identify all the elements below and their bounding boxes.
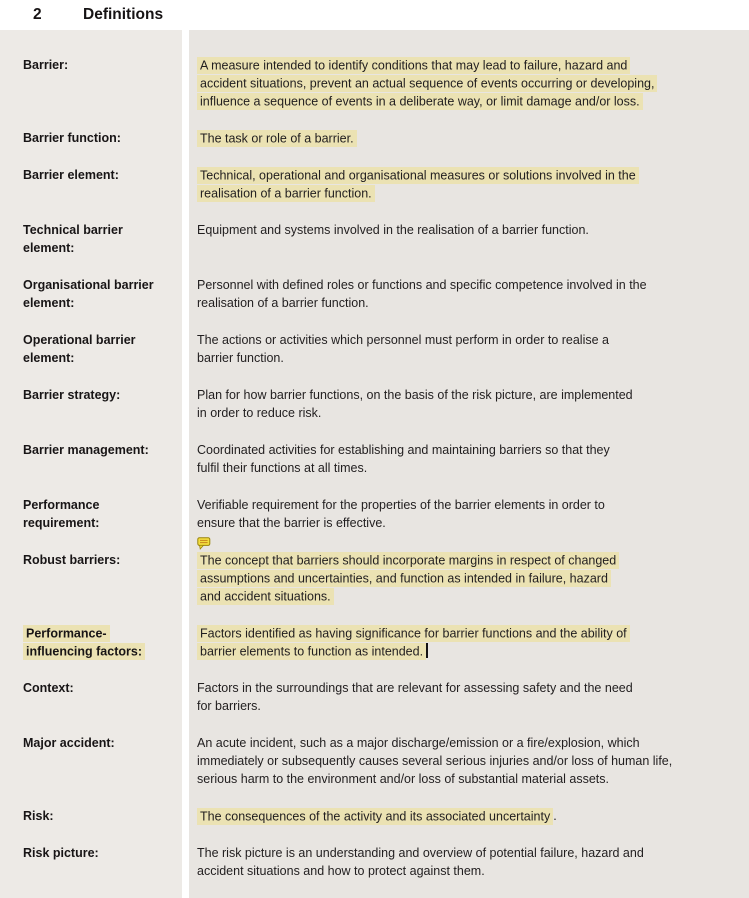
column-gap: [182, 331, 189, 386]
term-cell: [0, 844, 182, 898]
column-gap: [182, 844, 189, 898]
column-gap: [182, 441, 189, 496]
definition-cell: [189, 129, 749, 166]
column-gap: [182, 624, 189, 679]
term-label: Barrier:: [23, 58, 69, 72]
definition-row: [0, 734, 749, 807]
definition-row: [0, 441, 749, 496]
term-label: Context:: [23, 681, 74, 695]
definition-row: [0, 276, 749, 331]
term-label: Risk picture:: [23, 846, 99, 860]
definition-panel-band: [189, 30, 749, 56]
term-label: Performance- influencing factors:: [23, 625, 145, 660]
term-label: Operational barrier element:: [23, 333, 136, 365]
column-gap: [182, 496, 189, 551]
term-column-band: [0, 30, 182, 56]
definition-cell: [189, 551, 749, 624]
definition-text: The consequences of the activity and its associated uncertainty: [197, 808, 553, 825]
definition-row: [0, 624, 749, 679]
definition-text: Technical, operational and organisational measures or solutions involved in the realisation of a barrier function.: [197, 167, 639, 202]
definition-cell: [189, 386, 749, 441]
term-cell: [0, 386, 182, 441]
term-cell: [0, 221, 182, 276]
definition-row: [0, 331, 749, 386]
section-heading: [33, 6, 749, 24]
column-gap: [182, 129, 189, 166]
comment-annotation-icon[interactable]: [197, 537, 211, 550]
definition-row: [0, 56, 749, 129]
definition-cell: [189, 276, 749, 331]
definition-cell: [189, 441, 749, 496]
definition-text: The actions or activities which personnel must perform in order to realise a barrier function.: [197, 333, 609, 365]
column-gap: [182, 734, 189, 807]
term-cell: [0, 331, 182, 386]
definition-text: Verifiable requirement for the properties of the barrier elements in order to ensure that the barrier is effective.: [197, 498, 605, 530]
definition-text: Plan for how barrier functions, on the basis of the risk picture, are implemented in order to reduce risk.: [197, 388, 633, 420]
definition-text: Personnel with defined roles or functions and specific competence involved in the realisation of a barrier function.: [197, 278, 647, 310]
term-label: Barrier element:: [23, 168, 119, 182]
definition-text: Equipment and systems involved in the realisation of a barrier function.: [197, 223, 589, 237]
definition-row: [0, 221, 749, 276]
term-label: Barrier strategy:: [23, 388, 121, 402]
definition-row: [0, 496, 749, 551]
term-label: Risk:: [23, 809, 54, 823]
definition-text: The task or role of a barrier.: [197, 130, 357, 147]
term-cell: [0, 441, 182, 496]
term-cell: [0, 807, 182, 844]
column-gap: [182, 56, 189, 129]
term-cell: [0, 679, 182, 734]
term-cell: [0, 129, 182, 166]
definitions-list: [0, 30, 749, 898]
definition-row: [0, 129, 749, 166]
term-cell: [0, 496, 182, 551]
section-title: Definitions: [83, 6, 164, 23]
term-cell: [0, 166, 182, 221]
term-label: Technical barrier element:: [23, 223, 123, 255]
definition-text: The concept that barriers should incorporate margins in respect of changed assumptions and uncertainties, and function as intended in failure, hazard and accident situations.: [197, 552, 619, 605]
term-label: Barrier function:: [23, 131, 121, 145]
term-cell: [0, 551, 182, 624]
column-gap: [182, 166, 189, 221]
definition-cell: [189, 679, 749, 734]
column-gap: [182, 679, 189, 734]
text-cursor-caret: [426, 643, 428, 658]
definition-text: Factors in the surroundings that are relevant for assessing safety and the need for barriers.: [197, 681, 633, 713]
definition-text: A measure intended to identify conditions that may lead to failure, hazard and accident situations, prevent an actual sequence of events occurring or developing, influence a sequence of events in a deliberate way, or limit damage and/or loss.: [197, 57, 657, 110]
definition-text: Factors identified as having significance for barrier functions and the ability of barrier elements to function as intended.: [197, 625, 630, 660]
definition-cell: [189, 166, 749, 221]
definition-row: [0, 679, 749, 734]
term-label: Organisational barrier element:: [23, 278, 154, 310]
definition-row: [0, 386, 749, 441]
definition-text-tail: .: [553, 809, 557, 823]
column-gap: [182, 807, 189, 844]
term-cell: [0, 734, 182, 807]
column-gap: [182, 221, 189, 276]
term-label: Robust barriers:: [23, 553, 121, 567]
definition-cell: [189, 221, 749, 276]
definition-cell: [189, 624, 749, 679]
term-label: Major accident:: [23, 736, 115, 750]
column-gap: [182, 276, 189, 331]
panel-top-spacer: [0, 30, 749, 56]
term-label: Barrier management:: [23, 443, 149, 457]
column-gap: [182, 551, 189, 624]
definition-row: [0, 551, 749, 624]
column-gap: [182, 30, 189, 56]
definition-cell: [189, 807, 749, 844]
definition-row: [0, 844, 749, 898]
term-cell: [0, 56, 182, 129]
page-header: [0, 0, 749, 30]
column-gap: [182, 386, 189, 441]
definition-cell: [189, 331, 749, 386]
section-number: 2: [33, 6, 42, 23]
term-cell: [0, 276, 182, 331]
definition-row: [0, 807, 749, 844]
term-label: Performance requirement:: [23, 498, 100, 530]
definition-text: The risk picture is an understanding and overview of potential failure, hazard and accident situations and how to protect against them.: [197, 846, 644, 878]
definition-row: [0, 166, 749, 221]
term-cell: [0, 624, 182, 679]
definition-text: An acute incident, such as a major discharge/emission or a fire/explosion, which immediately or subsequently causes several serious injuries and/or loss of human life, serious harm to the environment and/or loss of substantial material assets.: [197, 736, 673, 786]
definition-cell: [189, 844, 749, 898]
definition-cell: [189, 56, 749, 129]
definition-cell: [189, 496, 749, 551]
definition-cell: [189, 734, 749, 807]
definition-text: Coordinated activities for establishing and maintaining barriers so that they fulfil their functions at all times.: [197, 443, 610, 475]
